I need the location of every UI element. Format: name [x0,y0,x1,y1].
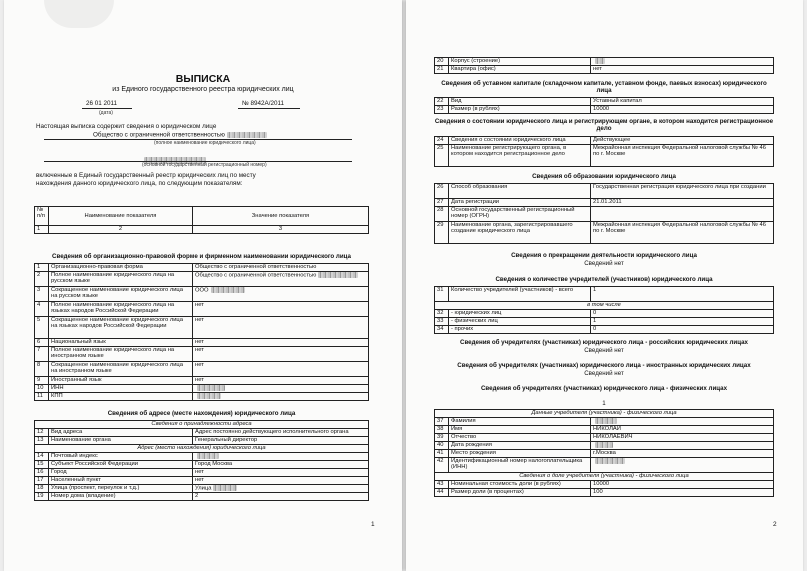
row-indicator: КПП [49,393,193,401]
row-number: 14 [35,453,49,461]
row-indicator: Дата регистрации [449,199,591,207]
row-value [193,429,369,437]
row-value-text: 1 [593,287,597,293]
row-number: 20 [435,58,449,66]
row-indicator: Дата рождения [449,442,591,450]
row-indicator: Полное наименование юридического лица на русском языке [49,272,193,287]
table-row [35,477,369,485]
row-number: 12 [35,429,49,437]
header-num: № п/п [35,207,49,226]
row-value-text: Общество с ограниченной ответственностью [195,272,317,279]
row-number: 4 [35,302,49,317]
row-value-text: 0 [593,310,597,316]
table-row [435,302,774,310]
section-table [434,136,774,167]
row-value [591,426,774,434]
row-indicator: Размер доли (в процентах) [449,489,591,497]
row-number: 22 [435,98,449,106]
row-value [591,326,774,334]
table-row [435,481,774,489]
table-row [435,287,774,302]
table-row [35,493,369,501]
page-number: 1 [371,521,375,528]
page-number: 2 [773,521,777,528]
row-number: 1 [35,264,49,272]
row-number: 23 [435,106,449,114]
row-indicator: Номер дома (владение) [49,493,193,501]
row-indicator: Иностранный язык [49,377,193,385]
table-row [35,469,369,477]
row-value [193,437,369,445]
row-number: 33 [435,318,449,326]
row-number: 2 [35,272,49,287]
redacted-mark [213,485,237,491]
row-indicator: Количество учредителей (участников) - всего [449,287,591,302]
header-value: Значение показателя [193,207,369,226]
table-row [35,287,369,302]
row-indicator: Основной государственный регистрационный номер (ОГРН) [449,207,591,222]
row-value-text: Город Москва [195,461,233,467]
row-value-text: нет [195,317,204,323]
row-value-text: Генеральный директор [195,437,258,443]
number-underline [238,108,300,109]
row-number: 13 [35,437,49,445]
row-value-text: Межрайонная инспекция Федеральной налоговой службы № 46 по г. Москве [593,145,766,158]
table-row [435,137,774,145]
row-value [193,461,369,469]
no-data-text: Сведений нет [584,347,624,354]
row-number: 18 [35,485,49,493]
table-row [35,317,369,339]
row-value [591,489,774,497]
redacted-mark [197,453,219,459]
table-row [435,199,774,207]
table-row [435,473,774,481]
row-value [591,434,774,442]
header-col-2: 2 [49,226,193,234]
table-row [35,347,369,362]
row-indicator: Почтовый индекс [49,453,193,461]
row-indicator: Имя [449,426,591,434]
section-title: Сведения об адресе (месте нахождения) юридического лица [107,410,296,417]
scan-smudge [44,0,114,28]
row-number: 44 [435,489,449,497]
row-value [193,272,369,287]
row-number: 31 [435,287,449,302]
row-number: 26 [435,184,449,199]
table-row [435,434,774,442]
row-indicator: - юридических лиц [449,310,591,318]
row-value [193,393,369,401]
row-number: 24 [435,137,449,145]
row-indicator: ИНН [49,385,193,393]
row-indicator: Отчество [449,434,591,442]
redacted-mark [595,58,605,64]
row-indicator: Фамилия [449,418,591,426]
row-value-text: Адрес постоянно действующего исполнительного органа [195,429,349,435]
indicator-header-table [34,206,369,234]
section-title: Сведения об учредителях (участниках) юридического лица - иностранных юридических лицах [457,362,751,369]
row-value [193,485,369,493]
row-value-text: Уставный капитал [593,98,642,104]
row-value [193,264,369,272]
table-row [35,461,369,469]
org-name: Общество с ограниченной ответственностью [93,132,267,139]
table-row [435,326,774,334]
header-name: Наименование показателя [49,207,193,226]
row-value [591,222,774,244]
subsection-title: Данные учредителя (участника) - физического лица [435,410,774,418]
row-value [193,477,369,485]
table-row [435,489,774,497]
row-number: 21 [435,66,449,74]
row-value [591,106,774,114]
row-value [591,66,774,74]
row-number: 15 [35,461,49,469]
row-value [193,385,369,393]
section-table [434,286,774,334]
table-row [435,207,774,222]
row-indicator: Квартира (офис) [449,66,591,74]
row-indicator: Полное наименование юридического лица на языках народов Российской Федерации [49,302,193,317]
table-row [35,377,369,385]
table-row [35,272,369,287]
row-value-text: нет [593,66,602,72]
row-value [193,347,369,362]
no-data-text: Сведений нет [584,370,624,377]
row-value [193,287,369,302]
row-value [591,442,774,450]
section-table [434,57,774,74]
section-table [34,263,369,401]
header-col-1: 1 [35,226,49,234]
row-number: 25 [435,145,449,167]
table-row [35,437,369,445]
section-title: Сведения об организационно-правовой форме и фирменном наименовании юридического лица [52,253,351,260]
table-row [35,485,369,493]
row-indicator: Населенный пункт [49,477,193,485]
row-number: 10 [35,385,49,393]
table-row [435,450,774,458]
section-table [434,183,774,244]
document-subtitle: из Единого государственного реестра юридических лиц [112,86,294,93]
row-number: 37 [435,418,449,426]
table-row [35,445,369,453]
row-value [591,450,774,458]
row-indicator: Вид [449,98,591,106]
section-table [434,409,774,497]
incl-caption: в том числе [435,302,774,310]
redacted-mark [227,132,267,138]
redacted-mark [595,458,625,464]
row-number: 42 [435,458,449,473]
row-indicator: Сокращенное наименование юридического лица на русском языке [49,287,193,302]
table-row [435,318,774,326]
issue-date: 26 01 2011 [86,100,118,107]
row-value-text: г.Москва [593,450,616,456]
table-row [35,393,369,401]
date-underline [82,108,132,109]
row-indicator: Наименование органа, зарегистрировавшего создание юридического лица [449,222,591,244]
row-indicator: Полное наименование юридического лица на иностранном языке [49,347,193,362]
table-row [435,222,774,244]
row-indicator: Сокращенное наименование юридического лица на иностранном языке [49,362,193,377]
row-indicator: Вид адреса [49,429,193,437]
row-value [591,145,774,167]
row-value [591,58,774,66]
row-number: 3 [35,287,49,302]
row-value [591,310,774,318]
page-1 [4,0,402,571]
row-indicator: Размер (в рублях) [449,106,591,114]
table-row [35,453,369,461]
row-value-text: нет [195,469,204,475]
row-number: 19 [35,493,49,501]
page-2 [406,0,803,571]
row-value-text: Общество с ограниченной ответственностью [195,264,317,270]
row-value-text: 0 [593,326,597,332]
row-number: 43 [435,481,449,489]
row-value-text: ООО [195,287,209,294]
org-caption: (полное наименование юридического лица) [154,140,256,146]
row-indicator: Идентификационный номер налогоплательщика (ИНН) [449,458,591,473]
section-title: Сведения об учредителях (участниках) юридического лица - физических лицах [480,385,728,392]
row-value-text: 2 [195,493,199,499]
row-indicator: Организационно-правовая форма [49,264,193,272]
table-row [435,145,774,167]
row-number: 8 [35,362,49,377]
table-row [35,264,369,272]
row-indicator: Национальный язык [49,339,193,347]
row-value [193,339,369,347]
row-value [591,481,774,489]
redacted-mark [197,385,225,391]
redacted-mark [211,287,245,293]
row-value [591,207,774,222]
row-value-text: нет [195,477,204,483]
row-number: 41 [435,450,449,458]
table-row [435,66,774,74]
table-row [35,362,369,377]
redacted-mark [595,418,617,424]
row-value [193,362,369,377]
redacted-mark [197,393,221,399]
table-row [35,339,369,347]
subsection-title: Сведения о принадлежности адреса [35,421,369,429]
row-number: 32 [435,310,449,318]
row-value-text: нет [195,347,204,353]
table-row [435,458,774,473]
row-value-text: 100 [593,489,603,495]
table-row [435,426,774,434]
row-indicator: Улица (проспект, переулок и т.д.) [49,485,193,493]
row-number: 38 [435,426,449,434]
row-value-text: нет [195,339,204,345]
redacted-mark [318,272,358,278]
document-number: № 8942А/2011 [242,100,285,107]
table-row [435,98,774,106]
row-value [193,469,369,477]
row-indicator: Место рождения [449,450,591,458]
row-value-text: 21.01.2011 [593,199,622,205]
section-title: Сведения о прекращении деятельности юридического лица [511,252,697,259]
table-row [35,429,369,437]
row-value [591,98,774,106]
row-value [591,184,774,199]
row-value-text: НИКОЛАЙ [593,426,621,432]
row-value-text: Действующее [593,137,631,143]
founder-index: 1 [602,400,606,407]
date-caption: (дата) [99,110,113,116]
row-value [193,453,369,461]
row-number: 17 [35,477,49,485]
row-value-text: Улица [195,485,212,492]
row-indicator: Номинальная стоимость доли (в рублях) [449,481,591,489]
included-text-1: включенные в Единый государственный реестр юридических лиц по месту [36,172,256,179]
row-value [591,199,774,207]
subsection-title: Адрес (место нахождения) юридического лица [35,445,369,453]
row-value [591,137,774,145]
row-value-text: нет [195,362,204,368]
row-indicator: - прочих [449,326,591,334]
table-row [435,418,774,426]
row-number: 29 [435,222,449,244]
row-value [591,418,774,426]
section-title: Сведения об учредителях (участниках) юридического лица - российских юридических лицах [459,339,748,346]
row-value [591,458,774,473]
section-title: Сведения об образовании юридического лица [532,173,676,180]
row-value-text: нет [195,377,204,383]
row-value-text: 10000 [593,106,610,112]
no-data-text: Сведений нет [584,260,624,267]
row-number: 34 [435,326,449,334]
intro-text: Настоящая выписка содержит сведения о юридическом лице [36,123,217,130]
row-number: 7 [35,347,49,362]
subsection-title: Сведения о доле учредителя (участника) - физического лица [435,473,774,481]
row-value-text: нет [195,302,204,308]
table-row [435,184,774,199]
row-value-text: Государственная регистрация юридического лица при создании [593,184,766,190]
table-row [435,310,774,318]
redacted-mark [595,442,613,448]
row-value-text: 1 [593,318,597,324]
row-number: 28 [435,207,449,222]
row-value [591,318,774,326]
row-number: 6 [35,339,49,347]
section-table [434,97,774,114]
row-indicator: Город [49,469,193,477]
row-number: 39 [435,434,449,442]
row-value [193,302,369,317]
row-value-text: 10000 [593,481,610,487]
section-title: Сведения о состоянии юридического лица и регистрирующем органе, в котором находится регистрационное дело [434,118,774,132]
table-row [435,106,774,114]
row-value [591,287,774,302]
ogrn-caption: (основной государственный регистрационный номер) [142,162,267,168]
row-indicator: Наименование регистрирующего органа, в котором находится регистрационное дело [449,145,591,167]
row-value-text: НИКОЛАЕВИЧ [593,434,633,440]
row-indicator: Сокращенное наименование юридического лица на языках народов Российской Федерации [49,317,193,339]
row-indicator: Корпус (строение) [449,58,591,66]
row-value [193,493,369,501]
row-indicator: - физических лиц [449,318,591,326]
included-text-2: нахождения данного юридического лица, по следующим показателям: [36,180,243,187]
row-indicator: Способ образования [449,184,591,199]
row-indicator: Сведения о состоянии юридического лица [449,137,591,145]
section-table [34,420,369,501]
section-title: Сведения о количестве учредителей (участников) юридического лица [495,276,713,283]
table-row [35,385,369,393]
document-title: ВЫПИСКА [175,73,231,85]
table-row [35,302,369,317]
row-indicator: Субъект Российской Федерации [49,461,193,469]
header-col-3: 3 [193,226,369,234]
row-number: 5 [35,317,49,339]
section-title: Сведения об уставном капитале (складочном капитале, уставном фонде, паевых взносах) юридического лица [441,80,767,94]
row-number: 40 [435,442,449,450]
table-row [435,442,774,450]
row-number: 27 [435,199,449,207]
table-row [435,58,774,66]
row-value [193,377,369,385]
row-number: 16 [35,469,49,477]
row-number: 9 [35,377,49,385]
table-row [435,410,774,418]
row-value [193,317,369,339]
row-number: 11 [35,393,49,401]
row-value-text: Межрайонная инспекция Федеральной налоговой службы № 46 по г. Москве [593,222,766,235]
row-indicator: Наименование органа [49,437,193,445]
